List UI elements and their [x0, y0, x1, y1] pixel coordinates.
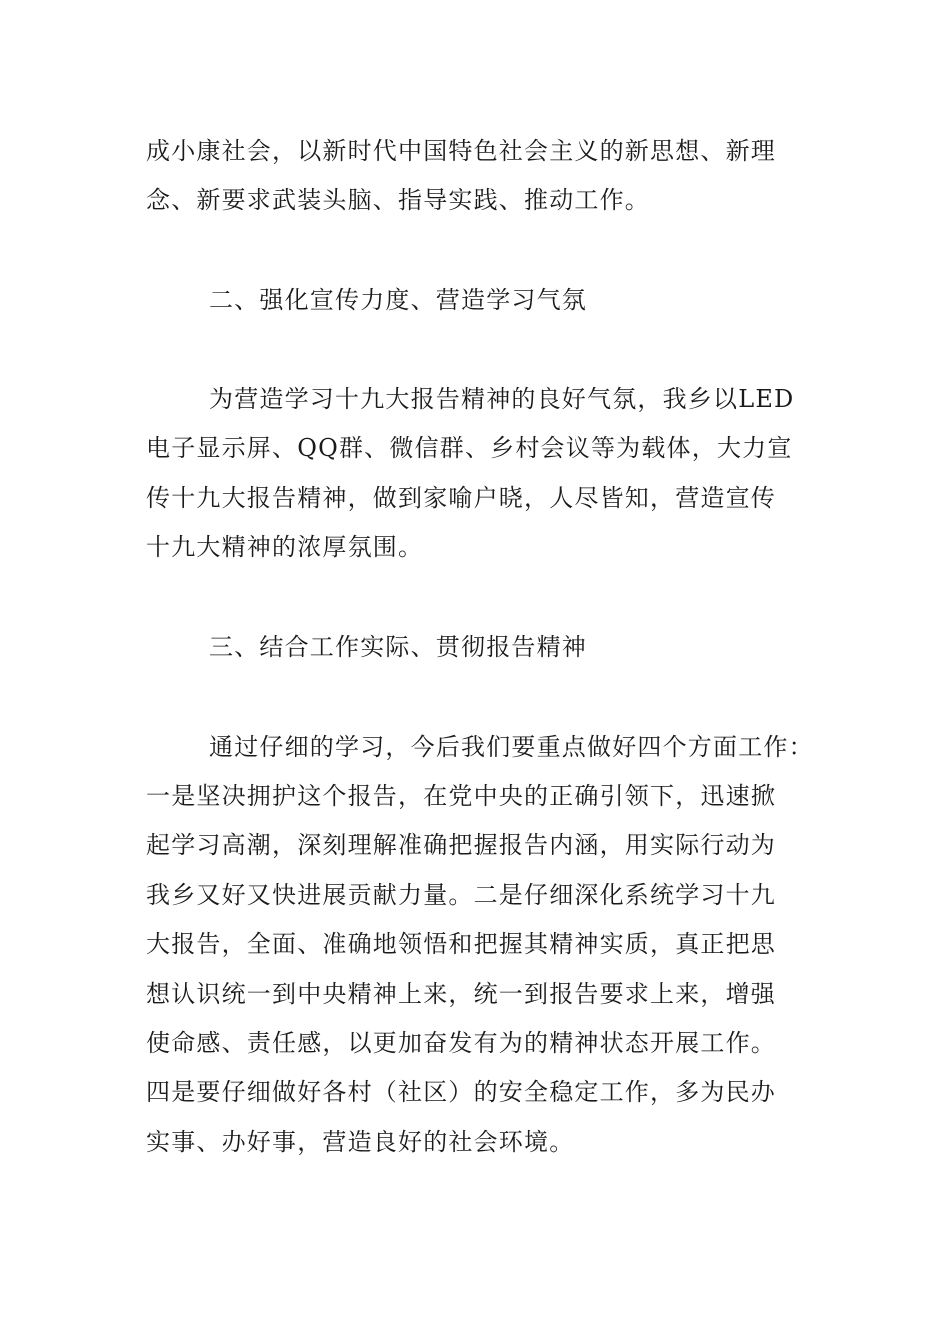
paragraph-line: 四是要仔细做好各村（社区）的安全稳定工作，多为民办	[146, 1078, 776, 1106]
section-heading: 三、结合工作实际、贯彻报告精神	[209, 633, 587, 661]
paragraph-line: 一是坚决拥护这个报告，在党中央的正确引领下，迅速掀	[146, 782, 776, 810]
paragraph-line: 成小康社会，以新时代中国特色社会主义的新思想、新理	[146, 137, 776, 165]
paragraph-line: 念、新要求武装头脑、指导实践、推动工作。	[146, 186, 650, 214]
paragraph-line: 实事、办好事，营造良好的社会环境。	[146, 1128, 575, 1156]
paragraph-line: 我乡又好又快进展贡献力量。二是仔细深化系统学习十九	[146, 881, 776, 909]
paragraph-line: 起学习高潮，深刻理解准确把握报告内涵，用实际行动为	[146, 831, 776, 859]
paragraph-line: 想认识统一到中央精神上来，统一到报告要求上来，增强	[146, 980, 776, 1008]
paragraph-line: 通过仔细的学习，今后我们要重点做好四个方面工作：	[209, 733, 814, 761]
paragraph-line: 为营造学习十九大报告精神的良好气氛，我乡以LED	[209, 385, 795, 413]
section-heading: 二、强化宣传力度、营造学习气氛	[209, 286, 587, 314]
paragraph-line: 传十九大报告精神，做到家喻户晓，人尽皆知，营造宣传	[146, 484, 776, 512]
paragraph-line: 电子显示屏、QQ群、微信群、乡村会议等为载体，大力宣	[146, 434, 793, 462]
paragraph-line: 大报告，全面、准确地领悟和把握其精神实质，真正把思	[146, 930, 776, 958]
paragraph-line: 使命感、责任感，以更加奋发有为的精神状态开展工作。	[146, 1029, 776, 1057]
paragraph-line: 十九大精神的浓厚氛围。	[146, 533, 424, 561]
